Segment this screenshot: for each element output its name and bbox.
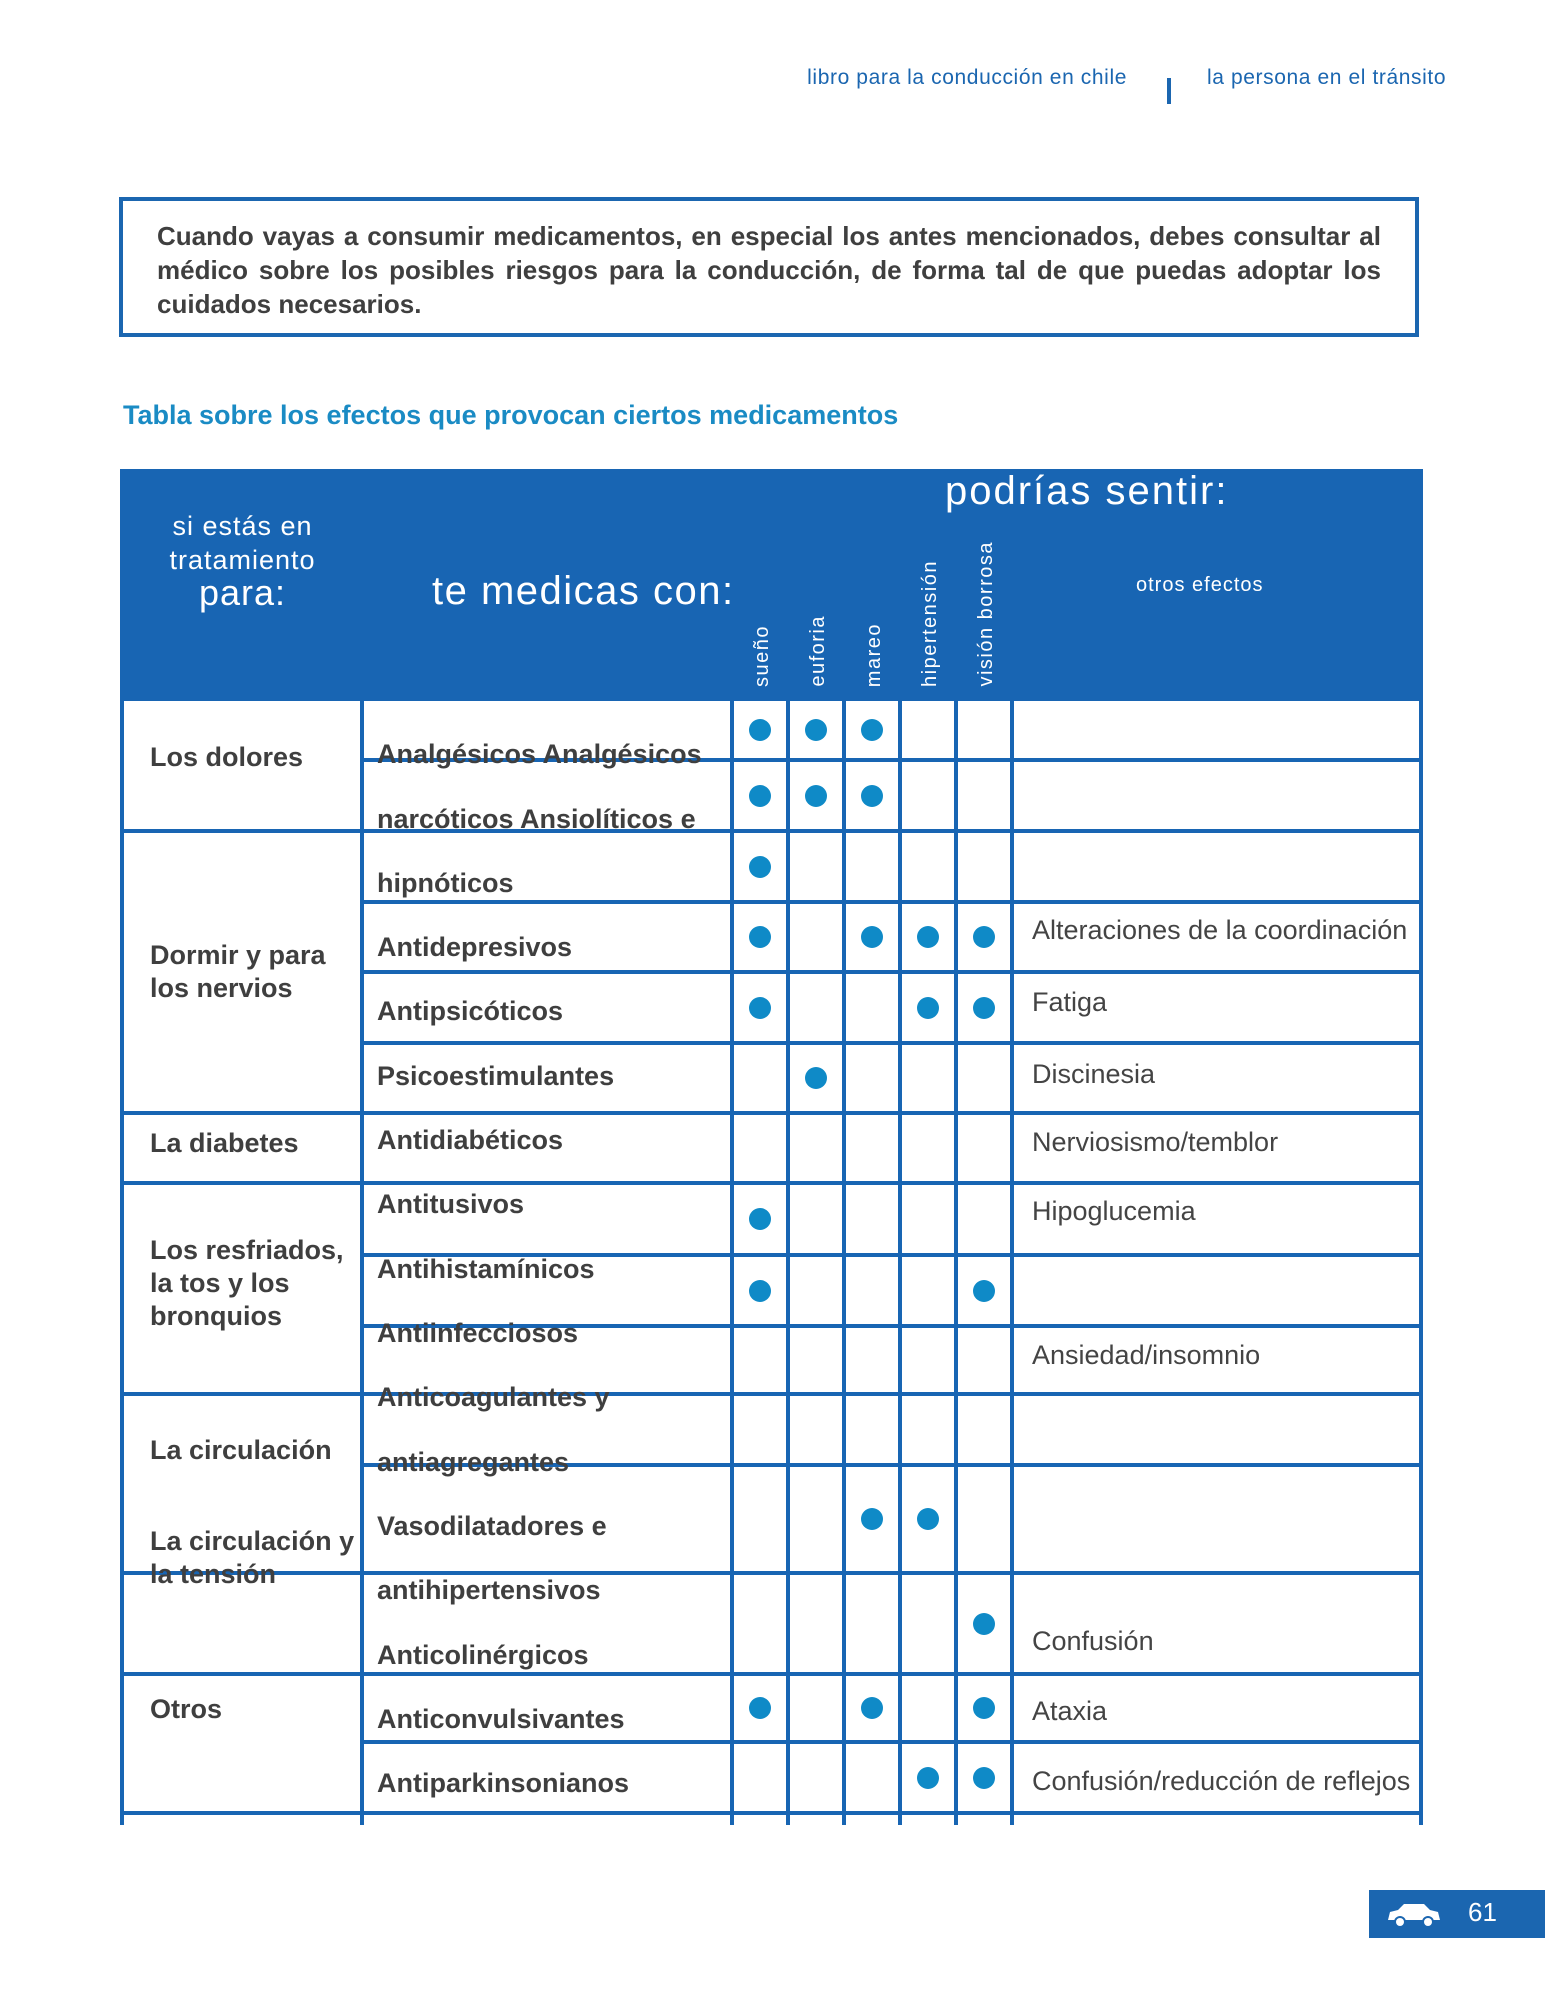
section-title: la persona en el tránsito (1207, 66, 1447, 89)
category-dormir-nervios: Dormir y para los nervios (150, 940, 326, 1003)
notice-box (119, 197, 1419, 337)
table-row-rule (362, 900, 1423, 904)
effect-dot (805, 785, 827, 807)
table-row-rule (362, 1672, 1423, 1676)
notice-text: Cuando vayas a consumir medicamentos, en especial los antes mencionados, debes consultar al médico sobre los posibles riesgos para la conducción, de forma tal de que puedas adoptar los cuidados necesarios. (157, 221, 1381, 319)
effect-item: Nerviosismo/temblor (1032, 1127, 1279, 1157)
medicine-item: Antiparkinsonianos (377, 1768, 630, 1798)
car-icon (1384, 1900, 1444, 1930)
medicine-item: Anticoagulantes y (377, 1382, 610, 1412)
effect-dot (917, 1508, 939, 1530)
effect-dot (861, 1508, 883, 1530)
column-header-vision-borrosa: visión borrosa (975, 541, 997, 687)
medicine-item: Antihistamínicos (377, 1254, 595, 1284)
book-title: libro para la conducción en chile (807, 66, 1127, 89)
effect-dot (749, 719, 771, 741)
table-column-rule (842, 699, 846, 1825)
effect-dot (917, 1767, 939, 1789)
category-circulacion: La circulación (150, 1435, 332, 1465)
medicine-item: Anticolinérgicos (377, 1640, 589, 1670)
medicine-item: Antidepresivos (377, 932, 573, 962)
effect-item: Ansiedad/insomnio (1032, 1340, 1261, 1370)
column-header-hipertension: hipertensión (919, 560, 941, 687)
table-row-rule (362, 1811, 1423, 1815)
effect-item: Confusión/reducción de reflejos (1032, 1766, 1411, 1796)
table-column-rule (360, 699, 364, 1825)
effect-dot (861, 719, 883, 741)
table-row-rule (362, 1111, 1423, 1115)
table-column-rule (898, 699, 902, 1825)
column-header-otros-efectos: otros efectos (1136, 574, 1264, 596)
effect-item: Alteraciones de la coordinación (1032, 915, 1408, 945)
table-row-rule (362, 970, 1423, 974)
effect-item: Discinesia (1032, 1059, 1156, 1089)
effect-item: Fatiga (1032, 987, 1108, 1017)
effect-dot (973, 997, 995, 1019)
medicine-item: Antipsicóticos (377, 996, 564, 1026)
effect-dot (861, 1697, 883, 1719)
page-number: 61 (1468, 1897, 1497, 1927)
effect-dot (973, 1280, 995, 1302)
effect-dot (973, 1613, 995, 1635)
effect-item: Hipoglucemia (1032, 1196, 1196, 1226)
medicine-item: Antitusivos (377, 1189, 525, 1219)
table-row-rule (362, 697, 1423, 701)
table-column-rule (954, 699, 958, 1825)
category-circulacion-tension: La circulación y la tensión (150, 1526, 355, 1589)
column-header-euforia: euforia (807, 615, 829, 687)
effect-dot (861, 926, 883, 948)
category-diabetes: La diabetes (150, 1128, 299, 1158)
medicine-item: narcóticos Ansiolíticos e (377, 804, 696, 834)
medicine-item: antihipertensivos (377, 1575, 601, 1605)
effect-item: Confusión (1032, 1626, 1154, 1656)
column-header-sueno: sueño (751, 625, 773, 687)
header-divider (1167, 78, 1171, 104)
effect-dot (805, 1067, 827, 1089)
effect-dot (917, 926, 939, 948)
category-otros: Otros (150, 1694, 223, 1724)
category-dolores: Los dolores (150, 742, 304, 772)
table-row-rule (362, 1740, 1423, 1744)
medicine-item: Antidiabéticos (377, 1125, 564, 1155)
effect-dot (861, 785, 883, 807)
category-resfriados: Los resfriados, la tos y los bronquios (150, 1235, 344, 1331)
header-treatment-para: para: (198, 572, 287, 613)
effect-dot (973, 1767, 995, 1789)
table-column-rule (1010, 699, 1014, 1825)
medicine-item: Antiinfecciosos (377, 1318, 579, 1348)
table-border-left (120, 699, 124, 1825)
medicine-item: Vasodilatadores e (377, 1511, 607, 1541)
table-title: Tabla sobre los efectos que provocan ciertos medicamentos (123, 400, 899, 430)
table-row-rule (362, 1041, 1423, 1045)
effect-dot (973, 926, 995, 948)
page-header (0, 66, 1545, 106)
medication-effects-table (120, 469, 1423, 1825)
medicine-item: Psicoestimulantes (377, 1061, 615, 1091)
medicine-item: antiagregantes (377, 1447, 570, 1477)
medicine-item: Analgésicos Analgésicos (377, 739, 702, 769)
effect-dot (973, 1697, 995, 1719)
header-could-feel: podrías sentir: (945, 469, 1229, 513)
column-header-mareo: mareo (863, 622, 885, 687)
header-medicine: te medicas con: (432, 569, 735, 613)
medicine-item: Anticonvulsivantes (377, 1704, 625, 1734)
table-column-rule (786, 699, 790, 1825)
table-row-rule (362, 1181, 1423, 1185)
header-treatment-top: si estás en tratamiento (169, 511, 316, 575)
effect-dot (917, 997, 939, 1019)
effect-dot (805, 719, 827, 741)
effect-item: Ataxia (1032, 1696, 1108, 1726)
medicine-item: hipnóticos (377, 868, 514, 898)
